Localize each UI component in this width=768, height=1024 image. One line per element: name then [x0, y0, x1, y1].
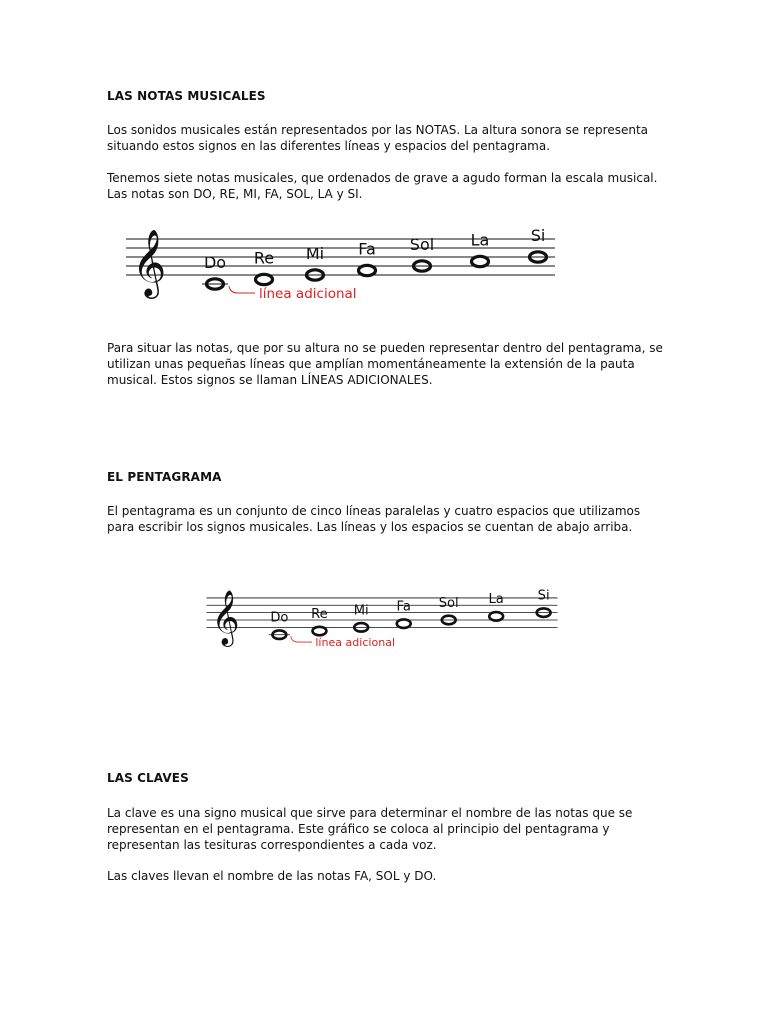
treble-clef-icon: 𝄞	[132, 228, 167, 296]
note-label-si: Si	[530, 226, 546, 245]
heading-las-notas-musicales: LAS NOTAS MUSICALES	[107, 89, 266, 103]
ledger-pointer	[291, 636, 312, 642]
heading-las-claves: LAS CLAVES	[107, 771, 189, 785]
note-head	[359, 265, 376, 275]
note-label-do: Do	[203, 253, 227, 272]
note-label-sol: Sol	[409, 235, 435, 254]
staff-group	[126, 226, 555, 302]
note-label-mi: Mi	[353, 603, 369, 619]
note-head	[397, 619, 411, 628]
paragraph-clave-definicion: La clave es una signo musical que sirve para determinar el nombre de las notas que se representan en el pentagrama. Este gráfico se coloca al principio del pentagrama y representan las tesituras correspondientes a cada voz.	[107, 806, 633, 852]
note-label-si: Si	[537, 588, 550, 604]
staff-figure-2	[200, 584, 560, 674]
paragraph-siete-notas: Tenemos siete notas musicales, que ordenados de grave a agudo forman la escala musical. Las notas son DO, RE, MI, FA, SOL, LA y SI.	[107, 171, 658, 201]
heading-el-pentagrama: EL PENTAGRAMA	[107, 470, 222, 484]
note-head	[256, 274, 273, 284]
staff-figure-1	[118, 222, 558, 314]
paragraph-notas-intro: Los sonidos musicales están representados por las NOTAS. La altura sonora se representa situando estos signos en las diferentes líneas y espacios del pentagrama.	[107, 123, 649, 153]
staff-group	[207, 589, 558, 650]
note-label-la: La	[470, 230, 490, 250]
note-label-do: Do	[270, 610, 289, 626]
paragraph-lineas-adicionales: Para situar las notas, que por su altura no se pueden representar dentro del pentagrama, se utilizan unas pequeñas líneas que amplían momentáneamente la extensión de la pauta musical. Estos signos se llaman LÍNEAS ADICIONALES.	[107, 341, 663, 387]
note-label-fa: Fa	[358, 239, 376, 259]
treble-clef-icon: 𝄞	[211, 590, 240, 646]
note-label-la: La	[488, 592, 504, 608]
note-head	[313, 627, 327, 636]
note-head	[489, 612, 503, 621]
note-label-re: Re	[253, 248, 275, 268]
note-label-mi: Mi	[305, 244, 325, 263]
ledger-line-label: línea adicional	[315, 636, 396, 650]
note-label-re: Re	[311, 606, 328, 622]
paragraph-claves-nombres: Las claves llevan el nombre de las notas FA, SOL y DO.	[107, 869, 437, 883]
note-head	[472, 256, 489, 266]
paragraph-pentagrama-definicion: El pentagrama es un conjunto de cinco líneas paralelas y cuatro espacios que utilizamos para escribir los signos musicales. Las líneas y los espacios se cuentan de abajo arriba.	[107, 504, 641, 534]
ledger-pointer	[229, 286, 255, 293]
ledger-line-label: línea adicional	[259, 286, 357, 302]
note-label-fa: Fa	[396, 599, 411, 615]
note-label-sol: Sol	[438, 595, 459, 611]
